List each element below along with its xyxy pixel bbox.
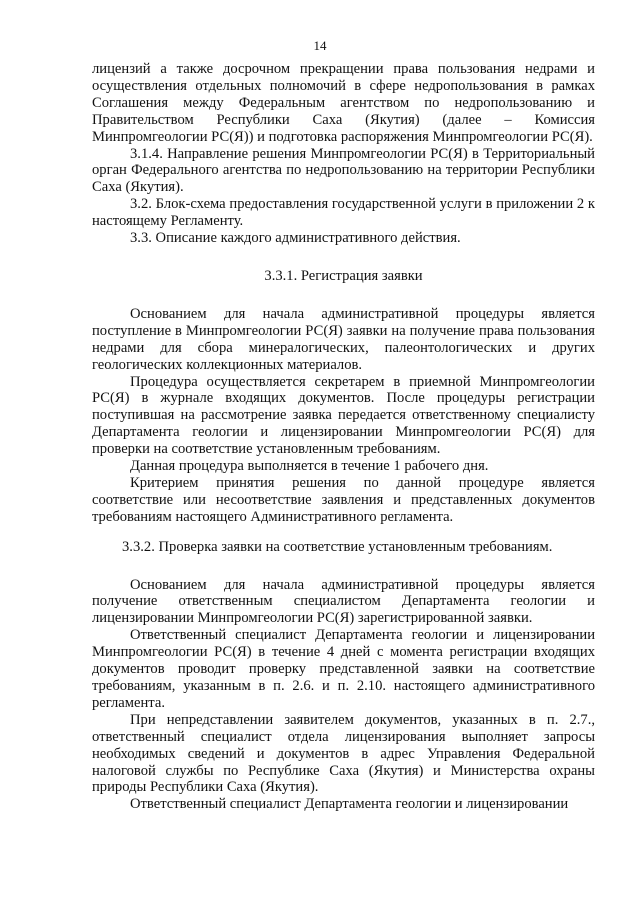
paragraph-3-3-2-specialist: Ответственный специалист Департамента геологии и лицензировании [130,796,569,813]
paragraph-3-3-2-requests: При непредставлении заявителем документов, указанных в п. 2.7., ответственный специалист отдела лицензирования выполняет запросы необходимых сведений и документов в адрес Управления Федеральной налоговой службы по Республике Саха (Якутия) и Министерства охраны природы Республики Саха (Якутия). [92,711,595,796]
spacer [92,556,595,577]
paragraph-3-3-2-basis: Основанием для начала административной процедуры является получение ответственным специалистом Департамента геологии и лицензировании Минпромгеологии РС(Я) зарегистрированной заявки. [92,576,595,627]
spacer [92,285,595,306]
paragraph-3-3-1-criterion: Критерием принятия решения по данной процедуре является соответствие или несоответствие заявления и представленных документов требованиям настоящего Административного регламента. [92,474,595,525]
paragraph-3-3-2-check: Ответственный специалист Департамента геологии и лицензировании Минпромгеологии РС(Я) в течение 4 дней с момента регистрации входящих документов проводит проверку представленной заявки на соответствие требованиям, указанным в п. 2.6. и п. 2.10. настоящего административного регламента. [92,627,595,711]
paragraph-3-3: 3.3. Описание каждого административного действия. [130,230,461,247]
spacer [92,526,595,539]
section-heading-3-3-2: 3.3.2. Проверка заявки на соответствие установленным требованиям. [122,538,553,555]
spacer [92,247,595,268]
paragraph-3-3-1-basis: Основанием для начала административной процедуры является поступление в Минпромгеологии РС(Я) заявки на получение права пользования недрами для сбора минералогических, палеонтологических и других геологических коллекционных материалов. [92,305,595,373]
paragraph-3-3-1-procedure: Процедура осуществляется секретарем в приемной Минпромгеологии РС(Я) в журнале входящих документов. После процедуры регистрации поступившая на рассмотрение заявка передается ответственному специалисту Департамента геологии и лицензировании Минпромгеологии РС(Я) для проверки на соответствие установленным требованиям. [92,373,595,458]
paragraph-3-2: 3.2. Блок-схема предоставления государственной услуги в приложении 2 к настоящему Регламенту. [92,196,595,230]
section-heading-3-3-1: 3.3.1. Регистрация заявки [264,267,423,284]
page-number: 14 [313,38,327,53]
document-body [92,61,595,813]
paragraph-3-1-4: 3.1.4. Направление решения Минпромгеологии РС(Я) в Территориальный орган Федерального агентства по недропользованию на территории Республики Саха (Якутия). [92,145,595,196]
paragraph-3-3-1-duration: Данная процедура выполняется в течение 1 рабочего дня. [130,458,489,475]
paragraph-continuation: лицензий а также досрочном прекращении права пользования недрами и осуществления отдельных полномочий в сфере недропользования в рамках Соглашения между Федеральным агентством по недропользованию и Правительством Республики Саха (Якутия) (далее – Комиссия Минпромгеологии РС(Я)) и подготовка распоряжения Минпромгеологии РС(Я). [92,61,595,145]
